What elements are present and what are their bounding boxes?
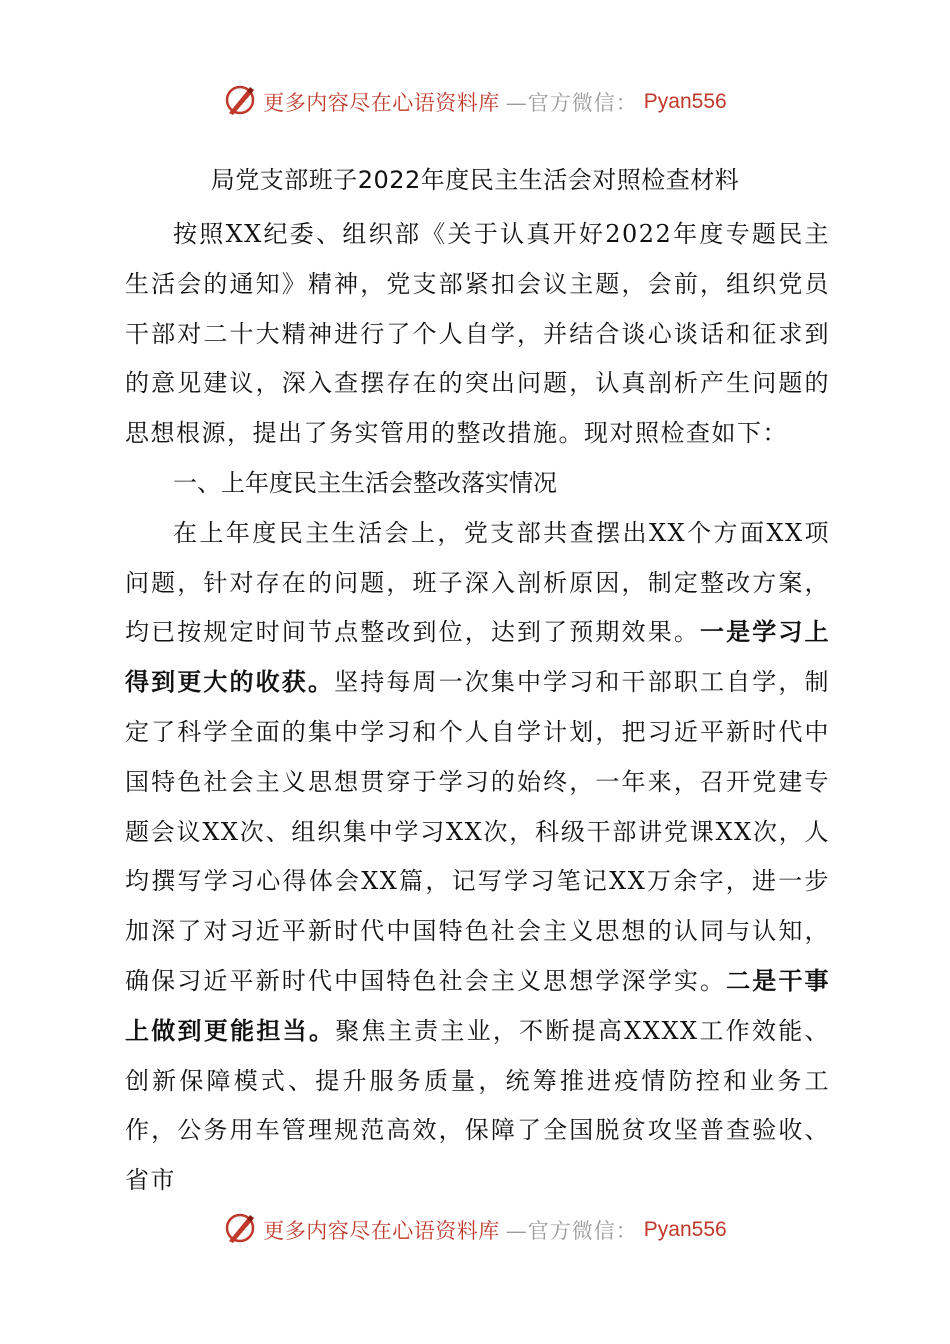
- watermark-footer: [0, 1210, 950, 1250]
- watermark-grey-text: —官方微信：: [505, 1219, 638, 1243]
- document-body: [125, 210, 830, 1206]
- watermark-red-text: 更多内容尽在心语资料库: [263, 1219, 500, 1243]
- pen-logo-icon: [223, 1211, 257, 1249]
- watermark-red-text: 更多内容尽在心语资料库: [263, 91, 500, 115]
- watermark-header: [0, 82, 950, 122]
- document-title: 局党支部班子2022年度民主生活会对照检查材料: [210, 166, 740, 194]
- bold-point-2: 二是干事上做到更能担当。: [125, 966, 831, 1045]
- section-text-part1: 在上年度民主生活会上，党支部共查摆出XX个方面XX项问题，针对存在的问题，班子深入剖析原因，制定整改方案，均已按规定时间节点整改到位，达到了预期效果。: [125, 518, 830, 647]
- watermark-id: Pyan556: [643, 1218, 727, 1241]
- section-paragraph: [125, 509, 830, 1206]
- intro-paragraph: 按照XX纪委、组织部《关于认真开好2022年度专题民主生活会的通知》精神，党支部紧扣会议主题，会前，组织党员干部对二十大精神进行了个人自学，并结合谈心谈话和征求到的意见建议，深入查摆存在的突出问题，认真剖析产生问题的思想根源，提出了务实管用的整改措施。现对照检查如下：: [125, 220, 830, 448]
- watermark-grey-text: —官方微信：: [505, 91, 638, 115]
- watermark-id: Pyan556: [643, 90, 727, 113]
- bold-point-1: 一是学习上得到更大的收获。: [125, 618, 831, 697]
- section-text-part2: 坚持每周一次集中学习和干部职工自学，制定了科学全面的集中学习和个人自学计划，把习近平新时代中国特色社会主义思想贯穿于学习的始终，一年来，召开党建专题会议XX次、组织集中学习XX次，科级干部讲党课XX次，人均撰写学习心得体会XX篇，记写学习笔记XX万余字，进一步加深了对习近平新时代中国特色社会主义思想的认同与认知，确保习近平新时代中国特色社会主义思想学深学实。: [125, 668, 830, 995]
- pen-logo-icon: [223, 83, 257, 121]
- section-heading: 一、上年度民主生活会整改落实情况: [173, 468, 557, 497]
- section-text-part3: 聚焦主责主业，不断提高XXXX工作效能、创新保障模式、提升服务质量，统筹推进疫情防控和业务工作，公务用车管理规范高效，保障了全国脱贫攻坚普查验收、省市: [125, 1016, 830, 1195]
